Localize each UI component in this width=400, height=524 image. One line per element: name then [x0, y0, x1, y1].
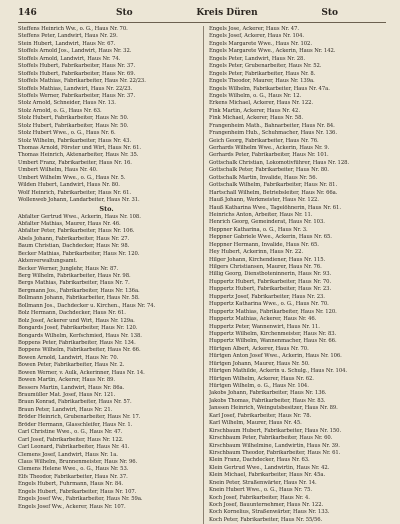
directory-entry: Clemens Helene Wwe., o. G., Haus Nr. 53.: [18, 466, 129, 473]
directory-entry: Abels Johann, Fabrikarbeiter, Haus Nr. 27.: [18, 235, 130, 242]
directory-entry: Huppertz Katharina Wwe., o. G., Haus Nr. 70.: [209, 301, 329, 308]
directory-entry: Boppens Peter, Fabrikarbeiter, Haus Nr. 134.: [18, 339, 136, 346]
directory-entry: Gerhards Wilhelm Wwe., Ackerin, Haus Nr. 9.: [209, 145, 330, 151]
directory-entry: Berg Wilhelm, Fabrikarbeiter, Haus Nr. 98.: [18, 273, 131, 279]
directory-entry: Becker Werner, Junglehr, Haus Nr. 87.: [18, 265, 119, 272]
directory-entry: Heppner Gabriele Wwe., Ackerin, Haus Nr. 65.: [209, 234, 332, 241]
directory-entry: Carl Christine Wwe., o. G., Haus Nr. 47.: [18, 429, 123, 436]
directory-entry: Engels Peter, Grubenarbeiter, Haus Nr. 52.: [209, 63, 322, 70]
directory-entry: Bolz Josef, Ackerer und Wirt, Haus Nr. 129a.: [18, 317, 135, 324]
directory-entry: Stolz Arnold, Schneider, Haus Nr. 13.: [18, 100, 116, 107]
directory-entry: Abfalter Gertrud Wwe., Ackerin, Haus Nr. 108.: [18, 213, 141, 220]
directory-entry: Koch Kornelius, Straßenwärter, Haus Nr. 133.: [209, 509, 330, 516]
directory-entry: Hilgers Christiansen, Maurer, Haus Nr. 76.: [209, 264, 322, 270]
directory-entry: Stoffels Arnold, Landwirt, Haus Nr. 74.: [18, 55, 121, 62]
center-running-title: Kreis Düren: [196, 8, 258, 18]
directory-entry: Huppertz Wilhelm, Wannenmacher, Haus Nr. 66.: [209, 338, 337, 345]
directory-entry: Carl Josef, Fabrikarbeiter, Haus Nr. 122.: [18, 436, 124, 443]
directory-entry: Frangenheim Hub., Schuhmacher, Haus Nr. 136.: [209, 130, 337, 137]
directory-entry: Bongards Josef, Fabrikarbeiter, Haus Nr. 120.: [18, 325, 138, 332]
directory-entry: Thomas Arnold, Förster und Wirt, Haus Nr. 61.: [18, 145, 141, 151]
directory-entry: Wilden Hubert, Landwirt, Haus Nr. 80.: [18, 182, 120, 189]
directory-entry: Gottschalk Christian, Lokomotivführer, Haus Nr. 128.: [209, 159, 350, 166]
directory-entry: Wolf Heinrich, Fabrikarbeiter, Haus Nr. 61.: [18, 189, 132, 196]
directory-entry: Stolz Hubert Wwe., o. G., Haus Nr. 6.: [18, 130, 116, 137]
directory-entry: Aktenverwaltungsamt.: [18, 258, 78, 265]
directory-entry: Bröder Hermann, Glasschleifer, Haus Nr. 1.: [18, 421, 133, 428]
directory-entry: Clemens Josef, Landwirt, Haus Nr. 1a.: [18, 451, 118, 458]
directory-entry: Baum Christian, Dachdecker, Haus Nr. 98.: [18, 243, 130, 250]
directory-entry: Gottschalk Martin, Invalide, Haus Nr. 56.: [209, 174, 318, 181]
directory-entry: Bergmann Jos., Fabrikarbeiter, Haus Nr. 136a.: [18, 287, 140, 294]
directory-entry: Karl Josef, Fabrikarbeiter, Haus Nr. 78.: [209, 412, 312, 419]
directory-entry: Engels Jose, Ackerer, Haus Nr. 47.: [209, 26, 300, 32]
directory-entry: Hürtgen Johann, Maurer, Haus Nr. 50.: [209, 360, 310, 367]
directory-entry: Hürtgen Anton Josef Wwe., Ackerin, Haus Nr. 106.: [209, 353, 342, 360]
columns: [18, 26, 386, 524]
directory-entry: Stolz Wilhelm, Fabrikarbeiter, Haus Nr. 43.: [18, 137, 132, 144]
directory-entry: Stoffels Mathias, Landwirt, Haus Nr. 22/23.: [18, 85, 133, 92]
directory-entry: Erkens Michael, Ackerer, Haus Nr. 122.: [209, 100, 314, 107]
directory-entry: Umbert Wilhelm Wwe., o. G., Haus Nr. 5.: [18, 174, 126, 181]
directory-entry: Braun Peter, Landwirt, Haus Nr. 21.: [18, 406, 113, 413]
directory-entry: Hillig Georg, Dienstboteninnerin, Haus Nr. 93.: [209, 271, 332, 278]
directory-entry: Koch Josef, Bauunternehmer, Haus Nr. 122.: [209, 502, 324, 508]
directory-entry: Fink Martin, Ackerer, Haus Nr. 42.: [209, 107, 300, 114]
directory-entry: Boppens Wilhelm, Fabrikarbeiter, Haus Nr. 66.: [18, 347, 141, 354]
directory-entry: Stoffels Arnold Jos., Landwirt, Haus Nr. 32.: [18, 48, 132, 55]
directory-entry: Engels Peter, Fabrikarbeiter, Haus Nr. 8.: [209, 70, 316, 77]
directory-entry: Stolz Hubert, Fabrikarbeiter, Haus Nr. 50.: [18, 115, 129, 122]
directory-entry: Engels Josef Ww., Fabrikarbeiter, Haus Nr. 59a.: [18, 496, 143, 503]
directory-entry: Umbert Franz, Fabrikarbeiter, Haus Nr. 16.: [18, 159, 132, 166]
directory-entry: Geich Georg, Fabrikarbeiter, Haus Nr. 76.: [209, 137, 319, 144]
directory-entry: Bowen Arnold, Landwirt, Haus Nr. 70.: [18, 354, 119, 361]
directory-entry: Abfalter Mathias, Maurer, Haus Nr. 46.: [18, 220, 121, 227]
directory-entry: Huppertz Peter, Wannenwirt, Haus Nr. 11.: [209, 323, 320, 330]
directory-entry: Stoffels Hubert, Fabrikarbeiter, Haus Nr. 69.: [18, 70, 136, 77]
directory-entry: Bolz Hermann, Dachdecker, Haus Nr. 61.: [18, 310, 126, 317]
directory-entry: Hauß Johann, Werkmeister, Haus Nr. 122.: [209, 197, 319, 204]
directory-entry: Huppertz Josef, Fabrikarbeiter, Haus Nr. 23.: [209, 293, 325, 300]
directory-entry: Fink Michael, Ackerer, Haus Nr. 58.: [209, 115, 304, 122]
directory-entry: Kirschbaum Wilhelmine, Landwirtin, Haus Nr. 39.: [209, 442, 340, 449]
directory-entry: Frangenheim Math., Bahnarbeiter, Haus Nr. 84.: [209, 122, 335, 129]
directory-entry: Bröder Heinrich, Grubenarbeiter, Haus Nr. 17.: [18, 414, 141, 421]
directory-entry: Huppertz Mathias, Fabrikarbeiter, Haus Nr. 120.: [209, 308, 337, 315]
directory-entry: Bessers Martin, Landwirt, Haus Nr. 86a.: [18, 384, 125, 391]
directory-entry: Engels Wilhelm, o. G., Haus Nr. 12.: [209, 92, 302, 99]
right-running-title: Sto: [321, 8, 338, 18]
directory-entry: Hilger Johann, Kirchendiener, Haus Nr. 115.: [209, 256, 326, 263]
directory-entry: Engels Theodor, Maurer, Haus Nr. 139a.: [209, 78, 315, 85]
section-heading: Sto.: [99, 204, 114, 213]
directory-entry: Jakobs Thomas, Fabrikarbeiter, Haus Nr. 83.: [209, 397, 326, 404]
directory-entry: Janssen Heinrich, Weingutsbesitzer, Haus Nr. 89.: [209, 405, 338, 412]
directory-entry: Bowen Werner, v. Aulk, Ackerinner, Haus Nr. 14.: [18, 369, 145, 376]
directory-entry: Huppertz Wilhelm, Kirchenmeister, Haus Nr. 83.: [209, 330, 337, 337]
directory-entry: Stein Hubert, Landwirt, Haus Nr. 67.: [18, 40, 116, 47]
directory-entry: Koch Josef, Fabrikarbeiter, Haus Nr. 4.: [209, 494, 310, 501]
directory-entry: Hürtgen Wilhelm, o. G., Haus Nr. 104.: [209, 383, 309, 389]
directory-entry: Kirschbaum Theodor, Fabrikarbeiter, Haus Nr. 61.: [209, 449, 341, 456]
directory-entry: Gottschalk Wilhelm, Fabrikarbeiter, Haus Nr. 81.: [209, 182, 338, 189]
directory-entry: Bowen Peter, Fabrikarbeiter, Haus Nr. 2.: [18, 362, 125, 369]
directory-entry: Huppertz Hubert, Fabrikarbeiter, Haus Nr. 23.: [209, 286, 332, 293]
directory-entry: Kirschbaum Peter, Fabrikarbeiter, Haus Nr. 60.: [209, 435, 333, 442]
directory-entry: Abfalter Peter, Fabrikarbeiter, Haus Nr. 106.: [18, 228, 135, 235]
directory-entry: Hartschall Wilhelm, Betriebsleiter, Haus Nr. 66a.: [209, 189, 338, 196]
directory-entry: Klein Gertrud Wwe., Landwirtin, Haus Nr. 42.: [209, 464, 330, 471]
directory-entry: Heppner Katharina, o. G., Haus Nr. 3.: [209, 226, 308, 233]
directory-entry: Engels Hubert, Fuhrmann, Haus Nr. 84.: [18, 481, 124, 488]
directory-entry: Engels Margarete Wwe., Haus Nr. 102.: [209, 40, 312, 47]
directory-entry: Elfs Theodor, Fabrikarbeiter, Haus Nr. 37.: [18, 473, 128, 480]
directory-entry: Karl Wilhelm, Maurer, Haus Nr. 45.: [209, 420, 302, 427]
directory-entry: Knein Hubert Wwe., o. G., Haus Nr. 75.: [209, 487, 313, 494]
directory-entry: Knein Peter, Straßenwärter, Haus Nr. 14.: [209, 479, 317, 486]
directory-entry: Heinrichs Anton, Arbeiter, Haus Nr. 11.: [209, 211, 313, 218]
directory-entry: Gerhards Peter, Fabrikarbeiter, Haus Nr. 101.: [209, 152, 329, 159]
left-running-title: Sto: [116, 8, 133, 18]
directory-entry: Stolz Hubert, Fabrikarbeiter, Haus Nr. 50.: [18, 122, 129, 129]
directory-entry: Umbert Wilhelm, Haus Nr. 40.: [18, 167, 98, 174]
directory-entry: Hürtgen Albert, Ackerer, Haus Nr. 70.: [209, 345, 309, 352]
directory-entry: Stolz Arnold, o. G., Haus Nr. 63.: [18, 107, 102, 114]
directory-entry: Henrich Georg, Gemeinderat, Haus Nr. 103.: [209, 219, 325, 226]
directory-entry: Claus Wilhelm, Brunnenmeister, Haus Nr. 96.: [18, 458, 138, 465]
directory-entry: Klein Michael, Fabrikarbeiter, Haus Nr. 45a.: [209, 472, 326, 479]
directory-entry: Stoffels Hubert, Fabrikarbeiter, Haus Nr. 37.: [18, 63, 136, 70]
directory-entry: Huppertz Hubert, Fabrikarbeiter, Haus Nr. 70.: [209, 278, 332, 285]
directory-entry: Gottschalk Peter, Fabrikarbeiter, Haus Nr. 80.: [209, 167, 329, 174]
directory-entry: Stoffels Mathias, Fabrikarbeiter, Haus Nr. 22/23.: [18, 78, 146, 85]
directory-entry: Engels Josef Ww., Ackerer, Haus Nr. 107.: [18, 503, 126, 510]
directory-entry: Wollenweb Johann, Landarbeiter, Haus Nr. 31.: [18, 197, 140, 204]
directory-entry: Thomas Heinrich, Aktenarbeiter, Haus Nr. 35.: [18, 152, 139, 159]
directory-entry: Engels Josef, Ackerer, Haus Nr. 104.: [209, 33, 304, 40]
directory-entry: Bollmann Jos., Dachdecker u. Kirchen., Haus Nr. 74.: [18, 302, 156, 309]
directory-entry: Jakobs Johann, Fabrikarbeiter, Haus Nr. 136.: [209, 390, 327, 397]
directory-entry: Bergs Mathias, Fabrikarbeiter, Haus Nr. 7.: [18, 280, 130, 287]
directory-entry: Engels Wilhelm, Fabrikarbeiter, Haus Nr. 47a.: [209, 85, 330, 92]
directory-entry: Bowen Martin, Ackerer, Haus Nr. 89.: [18, 377, 116, 384]
directory-entry: Becker Mathias, Fabrikarbeiter, Haus Nr. 120.: [18, 250, 140, 257]
directory-entry: Heppner Hermann, Invalide, Haus Nr. 65.: [209, 241, 319, 248]
directory-entry: Hürtgen Wilhelm, Ackerer, Haus Nr. 62.: [209, 375, 314, 382]
directory-entry: Klein Franz, Dachdecker, Haus Nr. 63.: [209, 457, 310, 464]
directory-entry: Engels Margarete Wwe., Ackerin, Haus Nr. 142.: [209, 48, 336, 55]
directory-entry: Koch Peter, Fabrikarbeiter, Haus Nr. 55/56.: [209, 516, 323, 523]
directory-entry: Bongards Wilhelm, Kerfschmied, Haus Nr. 138.: [18, 332, 142, 339]
page-number: 146: [18, 8, 37, 18]
page-header: [18, 8, 386, 23]
directory-entry: Steffens Peter, Landwirt, Haus Nr. 29.: [18, 33, 118, 40]
directory-entry: Engels Peter, Landwirt, Haus Nr. 28.: [209, 55, 305, 62]
directory-entry: Huppertz Mathias, Ackerer, Haus Nr. 46.: [209, 316, 317, 323]
directory-entry: Steffens Heinrich Ww., o. G., Haus Nr. 70.: [18, 26, 128, 32]
left-column: [18, 26, 195, 524]
directory-entry: Hauß Katharina Wwe., Tagelöhnerin, Haus Nr. 61.: [209, 204, 341, 211]
right-column: [203, 26, 386, 524]
directory-entry: Hürtgen Mathilde, Ackerin u. Schulg., Haus Nr. 104.: [209, 368, 348, 375]
directory-entry: Hey Hubert, Ackerinn, Haus Nr. 22.: [209, 249, 303, 256]
directory-entry: Stoffels Werner, Fabrikarbeiter, Haus Nr. 37.: [18, 92, 136, 99]
directory-entry: Kirschbaum Hubert, Fabrikarbeiter, Haus Nr. 150.: [209, 427, 342, 434]
directory-entry: Braumüller Mat. Josef, Haus Nr. 121.: [18, 392, 116, 398]
directory-entry: Carl Leonard, Fabrikarbeiter, Haus Nr. 41.: [18, 444, 130, 451]
directory-entry: Braun Konrad, Fabrikarbeiter, Haus Nr. 57.: [18, 399, 132, 406]
directory-entry: Bollmann Johann, Fabrikarbeiter, Haus Nr. 58.: [18, 295, 140, 302]
directory-entry: Engels Hubert, Fabrikarbeiter, Haus Nr. 107.: [18, 488, 137, 495]
